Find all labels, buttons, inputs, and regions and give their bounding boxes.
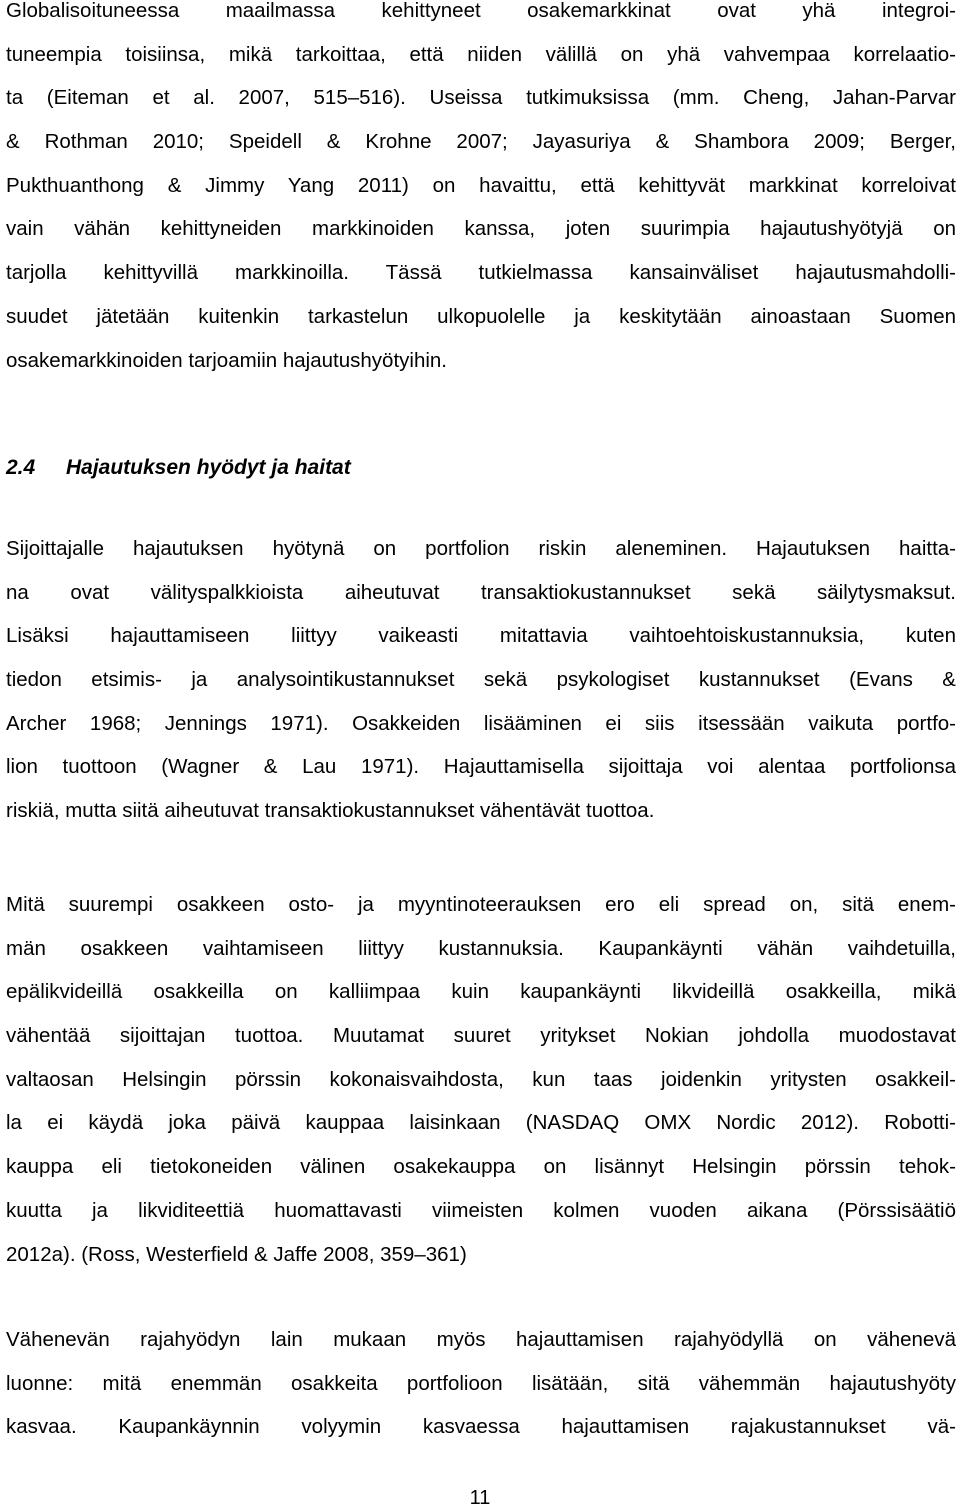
text-line: Mitä suurempi osakkeen osto- ja myyntinoteerauksen ero eli spread on, sitä enem- — [6, 893, 956, 916]
text-line: lion tuottoon (Wagner & Lau 1971). Hajauttamisella sijoittaja voi alentaa portfolionsa — [6, 755, 956, 779]
text-line: Globalisoituneessa maailmassa kehittyneet osakemarkkinat ovat yhä integroi- — [6, 0, 956, 22]
text-line: tuneempia toisiinsa, mikä tarkoittaa, että niiden välillä on yhä vahvempaa korrelaatio- — [6, 42, 956, 66]
text-line: valtaosan Helsingin pörssin kokonaisvaihdosta, kun taas joidenkin yritysten osakkeil- — [6, 1067, 956, 1091]
paragraph-globalization — [6, 0, 956, 382]
paragraph-benefits-costs — [6, 527, 956, 833]
text-line: Sijoittajalle hajautuksen hyötynä on portfolion riskin aleneminen. Hajautuksen haitta- — [6, 537, 956, 560]
text-line: luonne: mitä enemmän osakkeita portfolioon lisätään, sitä vähemmän hajautushyöty — [6, 1371, 956, 1395]
text-line: Lisäksi hajauttamiseen liittyy vaikeasti mitattavia vaihtoehtoiskustannuksia, kuten — [6, 624, 956, 648]
text-line: kasvaa. Kaupankäynnin volyymin kasvaessa hajauttamisen rajakustannukset vä- — [6, 1415, 956, 1439]
text-line: män osakkeen vaihtamiseen liittyy kustannuksia. Kaupankäynti vähän vaihdetuilla, — [6, 936, 956, 960]
text-line: Archer 1968; Jennings 1971). Osakkeiden lisääminen ei siis itsessään vaikuta portfo- — [6, 711, 956, 735]
section-title: Hajautuksen hyödyt ja haitat — [66, 456, 351, 479]
text-line: tiedon etsimis- ja analysointikustannukset sekä psykologiset kustannukset (Evans & — [6, 668, 956, 692]
text-line: kuutta ja likviditeettiä huomattavasti viimeisten kolmen vuoden aikana (Pörssisäätiö — [6, 1198, 956, 1222]
text-line: 2012a). (Ross, Westerfield & Jaffe 2008, 359–361) — [6, 1242, 467, 1266]
text-line: suudet jätetään kuitenkin tarkastelun ulkopuolelle ja keskitytään ainoastaan Suomen — [6, 304, 956, 328]
text-line: vain vähän kehittyneiden markkinoiden kanssa, joten suurimpia hajautushyötyjä on — [6, 217, 956, 241]
paragraph-diminishing-returns — [6, 1318, 956, 1449]
paragraph-spread-liquidity — [6, 883, 956, 1276]
text-line: kauppa eli tietokoneiden välinen osakekauppa on lisännyt Helsingin pörssin tehok- — [6, 1155, 956, 1179]
text-line: & Rothman 2010; Speidell & Krohne 2007; Jayasuriya & Shambora 2009; Berger, — [6, 130, 956, 154]
page-number: 11 — [469, 1487, 491, 1509]
text-line: osakemarkkinoiden tarjoamiin hajautushyötyihin. — [6, 348, 447, 372]
text-line: la ei käydä joka päivä kauppaa laisinkaan (NASDAQ OMX Nordic 2012). Robotti- — [6, 1111, 956, 1135]
section-heading — [6, 449, 351, 487]
text-line: na ovat välityspalkkioista aiheutuvat transaktiokustannukset sekä säilytysmaksut. — [6, 580, 956, 604]
section-number: 2.4 — [6, 456, 36, 479]
text-line: vähentää sijoittajan tuottoa. Muutamat suuret yritykset Nokian johdolla muodostavat — [6, 1024, 956, 1048]
text-line: ta (Eiteman et al. 2007, 515–516). Useissa tutkimuksissa (mm. Cheng, Jahan-Parvar — [6, 86, 956, 110]
text-line: Vähenevän rajahyödyn lain mukaan myös hajauttamisen rajahyödyllä on vähenevä — [6, 1328, 956, 1351]
text-line: Pukthuanthong & Jimmy Yang 2011) on havaittu, että kehittyvät markkinat korreloivat — [6, 173, 956, 197]
text-line: epälikvideillä osakkeilla on kalliimpaa kuin kaupankäynti likvideillä osakkeilla, mikä — [6, 980, 956, 1004]
text-line: riskiä, mutta siitä aiheutuvat transaktiokustannukset vähentävät tuottoa. — [6, 799, 655, 823]
text-line: tarjolla kehittyvillä markkinoilla. Tässä tutkielmassa kansainväliset hajautusmahdolli- — [6, 261, 956, 285]
